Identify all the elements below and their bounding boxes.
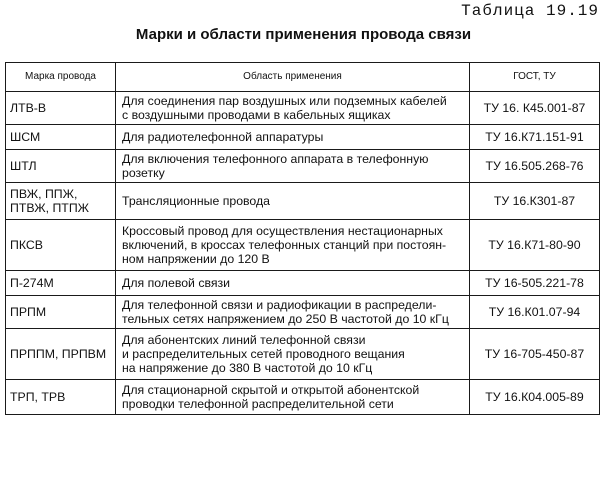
cell-area: Для абонентских линий телефонной связи и распределительных сетей проводного вещания на напряжение до 380 В частотой до 10 кГц xyxy=(116,329,470,380)
table-row xyxy=(6,380,600,415)
table-row xyxy=(6,150,600,183)
cell-area: Для стационарной скрытой и открытой абонентской проводки телефонной распределительной сети xyxy=(116,380,470,415)
cell-mark: ШТЛ xyxy=(6,150,116,183)
cell-area: Для соединения пар воздушных или подземных кабелей с воздушными проводами в кабельных ящиках xyxy=(116,92,470,125)
table-row xyxy=(6,183,600,220)
cell-gost: ТУ 16.К04.005-89 xyxy=(470,380,600,415)
cell-gost: ТУ 16-705-450-87 xyxy=(470,329,600,380)
cell-area: Кроссовый провод для осуществления нестационарных включений, в кроссах телефонных станций при постоян- ном напряжении до 120 В xyxy=(116,220,470,271)
column-header-gost: ГОСТ, ТУ xyxy=(470,63,600,92)
cell-gost: ТУ 16.К71.151-91 xyxy=(470,125,600,150)
table-row xyxy=(6,329,600,380)
table-title: Марки и области применения провода связи xyxy=(135,26,472,43)
cell-mark: ШСМ xyxy=(6,125,116,150)
cell-mark: П-274М xyxy=(6,271,116,296)
table-row xyxy=(6,220,600,271)
cell-area: Для полевой связи xyxy=(116,271,470,296)
table-row xyxy=(6,92,600,125)
cell-area: Для радиотелефонной аппаратуры xyxy=(116,125,470,150)
cell-area: Для включения телефонного аппарата в телефонную розетку xyxy=(116,150,470,183)
table-number: Таблица 19.19 xyxy=(461,2,599,20)
cell-mark: ПКСВ xyxy=(6,220,116,271)
column-header-mark: Марка провода xyxy=(6,63,116,92)
table-row xyxy=(6,271,600,296)
table-row xyxy=(6,296,600,329)
cell-mark: ПВЖ, ППЖ, ПТВЖ, ПТПЖ xyxy=(6,183,116,220)
table-row xyxy=(6,125,600,150)
cell-area: Трансляционные провода xyxy=(116,183,470,220)
cell-area: Для телефонной связи и радиофикации в распредели- тельных сетях напряжением до 250 В частотой до 10 кГц xyxy=(116,296,470,329)
cell-gost: ТУ 16.К71-80-90 xyxy=(470,220,600,271)
cell-gost: ТУ 16.505.268-76 xyxy=(470,150,600,183)
cell-mark: ЛТВ-В xyxy=(6,92,116,125)
cell-gost: ТУ 16. К45.001-87 xyxy=(470,92,600,125)
cell-gost: ТУ 16-505.221-78 xyxy=(470,271,600,296)
table-header-row xyxy=(6,63,600,92)
column-header-area: Область применения xyxy=(116,63,470,92)
cell-mark: ПРПМ xyxy=(6,296,116,329)
wire-marks-table xyxy=(5,62,600,415)
cell-mark: ТРП, ТРВ xyxy=(6,380,116,415)
cell-gost: ТУ 16.К301-87 xyxy=(470,183,600,220)
cell-mark: ПРППМ, ПРПВМ xyxy=(6,329,116,380)
cell-gost: ТУ 16.К01.07-94 xyxy=(470,296,600,329)
